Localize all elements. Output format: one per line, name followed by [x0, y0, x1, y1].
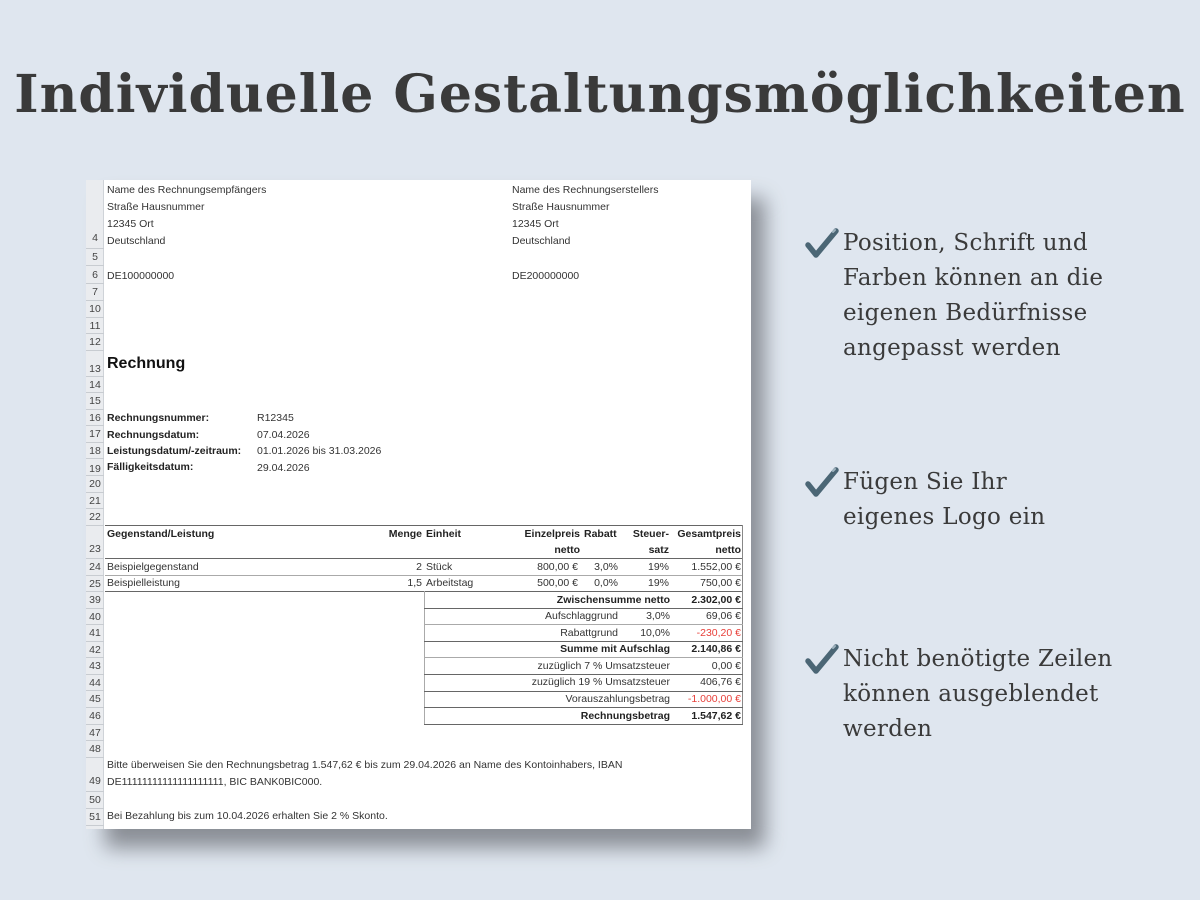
summary-label-vat-19: zuzüglich 19 % Umsatzsteuer [531, 676, 670, 688]
recipient-street[interactable]: Straße Hausnummer [107, 201, 205, 213]
col-header-price-sub: netto [554, 544, 580, 556]
summary-label-subtotal: Zwischensumme netto [556, 594, 670, 606]
col-header-price: Einzelpreis [524, 528, 580, 540]
feature-text-line: angepasst werden [843, 335, 1061, 361]
summary-label-vat-7: zuzüglich 7 % Umsatzsteuer [537, 660, 670, 672]
table-cell-qty[interactable]: 1,5 [407, 577, 422, 589]
feature-text-line: Farben können an die [843, 265, 1104, 291]
row-number[interactable]: 44 [86, 675, 104, 691]
row-number[interactable]: 15 [86, 393, 104, 410]
row-number[interactable]: 46 [86, 708, 104, 725]
feature-item [805, 465, 1153, 535]
feature-text-line: eigenes Logo ein [843, 504, 1046, 530]
row-number[interactable]: 17 [86, 426, 104, 443]
row-number[interactable]: 24 [86, 559, 104, 576]
row-number[interactable]: 20 [86, 476, 104, 493]
summary-value-vat-7[interactable]: 0,00 € [711, 660, 741, 672]
table-cell-discount[interactable]: 0,0% [594, 577, 618, 589]
meta-label-due-date: Fälligkeitsdatum: [107, 461, 194, 473]
row-number[interactable]: 45 [86, 691, 104, 708]
row-number[interactable]: 4 [86, 180, 104, 249]
summary-right-border [742, 591, 743, 725]
row-number[interactable]: 11 [86, 318, 104, 334]
payment-instructions-line-1[interactable]: Bitte überweisen Sie den Rechnungsbetrag 1.547,62 € bis zum 29.04.2026 an Name des Kontoinhabers, IBAN [107, 759, 623, 771]
col-header-total: Gesamtpreis [677, 528, 741, 540]
table-cell-price[interactable]: 500,00 € [537, 577, 578, 589]
summary-pct-surcharge[interactable]: 3,0% [646, 610, 670, 622]
recipient-name[interactable]: Name des Rechnungsempfängers [107, 184, 267, 196]
row-number[interactable]: 6 [86, 266, 104, 284]
table-cell-qty[interactable]: 2 [416, 561, 422, 573]
row-number[interactable]: 25 [86, 576, 104, 592]
row-number[interactable]: 42 [86, 642, 104, 658]
table-cell-tax[interactable]: 19% [647, 561, 669, 573]
col-header-total-sub: netto [715, 544, 741, 556]
row-number[interactable]: 7 [86, 284, 104, 301]
row-number[interactable]: 16 [86, 410, 104, 426]
meta-value-due-date[interactable]: 29.04.2026 [257, 462, 310, 474]
summary-value-discount[interactable]: -230,20 € [696, 627, 741, 639]
summary-label-invoice-total: Rechnungsbetrag [580, 710, 670, 722]
summary-label-surcharge: Aufschlaggrund [545, 610, 618, 622]
row-number[interactable]: 41 [86, 625, 104, 642]
row-number[interactable]: 21 [86, 493, 104, 509]
table-cell-total[interactable]: 750,00 € [700, 577, 741, 589]
row-number[interactable]: 22 [86, 509, 104, 526]
meta-value-invoice-number[interactable]: R12345 [257, 412, 294, 424]
sender-street[interactable]: Straße Hausnummer [512, 201, 610, 213]
table-cell-tax[interactable]: 19% [647, 577, 669, 589]
feature-text-line: Position, Schrift und [843, 230, 1088, 256]
table-cell-price[interactable]: 800,00 € [537, 561, 578, 573]
row-number[interactable]: 10 [86, 301, 104, 318]
col-header-item: Gegenstand/Leistung [107, 528, 215, 540]
summary-value-invoice-total[interactable]: 1.547,62 € [691, 710, 741, 722]
check-icon [805, 467, 839, 497]
discount-note[interactable]: Bei Bezahlung bis zum 10.04.2026 erhalten Sie 2 % Skonto. [107, 810, 388, 822]
col-header-unit: Einheit [426, 528, 462, 540]
meta-value-invoice-date[interactable]: 07.04.2026 [257, 429, 310, 441]
col-header-discount: Rabatt [584, 528, 617, 540]
meta-label-service-period: Leistungsdatum/-zeitraum: [107, 445, 242, 457]
sender-name[interactable]: Name des Rechnungserstellers [512, 184, 659, 196]
row-number[interactable]: 14 [86, 377, 104, 393]
row-number[interactable]: 5 [86, 249, 104, 266]
table-cell-unit[interactable]: Stück [426, 561, 453, 573]
check-icon [805, 644, 839, 674]
row-number[interactable]: 23 [86, 526, 104, 559]
table-cell-discount[interactable]: 3,0% [594, 561, 618, 573]
summary-left-border [424, 591, 425, 725]
feature-text-line: Fügen Sie Ihr [843, 469, 1008, 495]
row-number[interactable]: 39 [86, 592, 104, 609]
row-number[interactable]: 50 [86, 792, 104, 809]
summary-value-vat-19[interactable]: 406,76 € [700, 676, 741, 688]
feature-item [805, 642, 1153, 747]
sender-country[interactable]: Deutschland [512, 235, 571, 247]
table-cell-unit[interactable]: Arbeitstag [426, 577, 474, 589]
summary-label-prepayment: Vorauszahlungsbetrag [565, 693, 670, 705]
row-number[interactable]: 40 [86, 609, 104, 625]
summary-value-surcharge[interactable]: 69,06 € [705, 610, 741, 622]
recipient-city[interactable]: 12345 Ort [107, 218, 154, 230]
feature-text-line: eigenen Bedürfnisse [843, 300, 1088, 326]
summary-border [424, 724, 743, 725]
summary-pct-discount[interactable]: 10,0% [640, 627, 670, 639]
table-cell-item[interactable]: Beispielleistung [107, 577, 180, 589]
row-number[interactable]: 12 [86, 334, 104, 351]
recipient-vat-id[interactable]: DE100000000 [107, 270, 175, 282]
meta-value-service-period[interactable]: 01.01.2026 bis 31.03.2026 [257, 445, 382, 457]
row-number[interactable]: 43 [86, 658, 104, 675]
check-icon [805, 228, 839, 258]
meta-label-invoice-date: Rechnungsdatum: [107, 429, 200, 441]
summary-value-prepayment[interactable]: -1.000,00 € [687, 693, 741, 705]
row-number[interactable]: 49 [86, 758, 104, 792]
row-header-column [86, 180, 104, 829]
row-number[interactable]: 13 [86, 351, 104, 377]
sender-city[interactable]: 12345 Ort [512, 218, 559, 230]
payment-instructions-line-2[interactable]: DE11111111111111111111, BIC BANK0BIC000. [107, 776, 323, 788]
invoice-spreadsheet [86, 180, 751, 829]
col-header-tax: Steuer- [632, 528, 669, 540]
row-number[interactable]: 48 [86, 741, 104, 758]
row-number[interactable]: 19 [86, 459, 104, 476]
page-title: Individuelle Gestaltungsmöglichkeiten [14, 64, 1186, 125]
feature-text-line: werden [843, 716, 933, 742]
col-header-tax-sub: satz [648, 544, 669, 556]
table-cell-item[interactable]: Beispielgegenstand [107, 561, 199, 573]
summary-label-sum-with-surcharge: Summe mit Aufschlag [560, 643, 670, 655]
summary-label-discount: Rabattgrund [560, 627, 618, 639]
summary-value-sum-with-surcharge[interactable]: 2.140,86 € [691, 643, 741, 655]
feature-text-line: können ausgeblendet [843, 681, 1099, 707]
row-number[interactable]: 47 [86, 725, 104, 741]
meta-label-invoice-number: Rechnungsnummer: [107, 412, 210, 424]
table-right-border [742, 525, 743, 592]
table-cell-total[interactable]: 1.552,00 € [691, 561, 741, 573]
col-header-qty: Menge [388, 528, 422, 540]
recipient-country[interactable]: Deutschland [107, 235, 166, 247]
feature-item [805, 226, 1153, 366]
summary-value-subtotal[interactable]: 2.302,00 € [691, 594, 741, 606]
feature-text-line: Nicht benötigte Zeilen [843, 646, 1113, 672]
row-number[interactable]: 51 [86, 809, 104, 826]
sender-vat-id[interactable]: DE200000000 [512, 270, 580, 282]
invoice-heading[interactable]: Rechnung [107, 355, 186, 372]
row-number[interactable]: 18 [86, 443, 104, 459]
